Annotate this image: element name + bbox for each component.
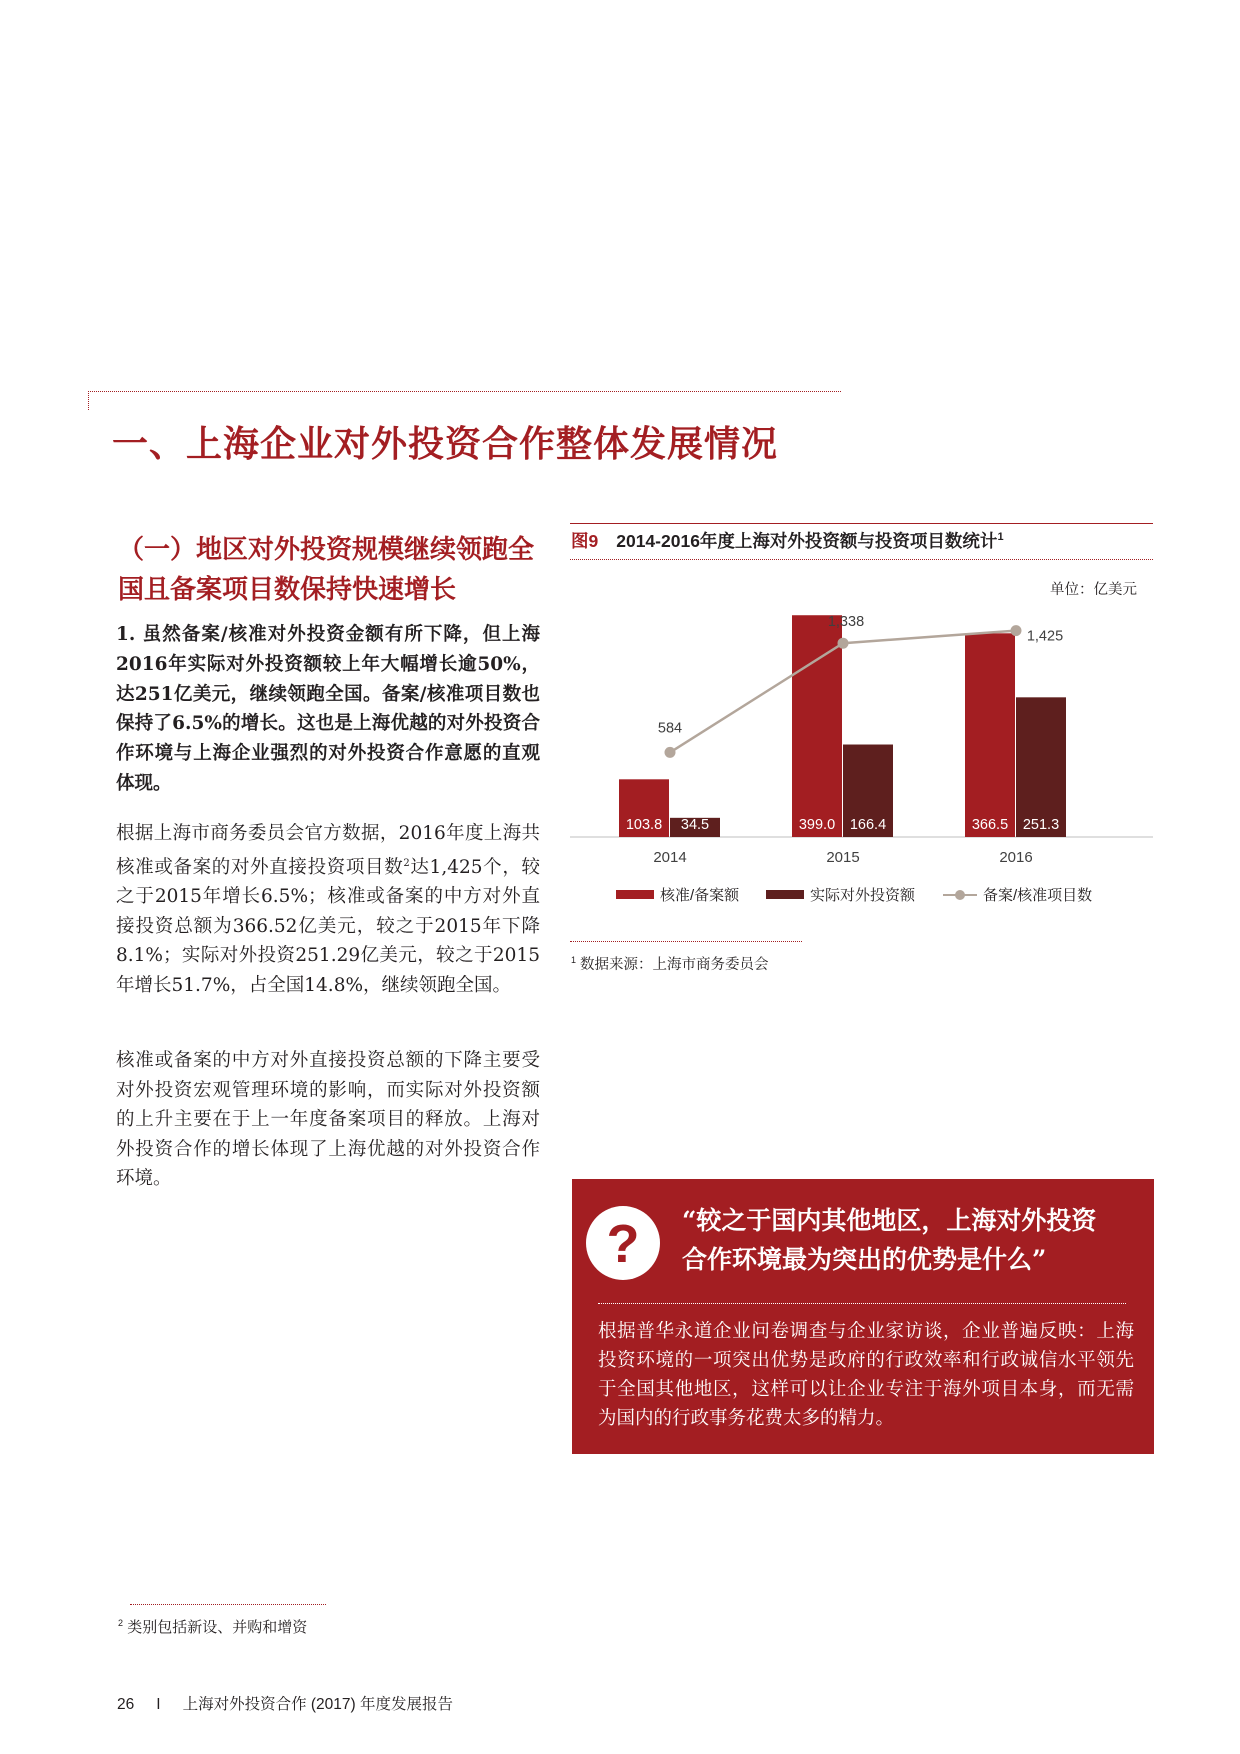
- bar-label-actual-2016: 251.3: [1022, 817, 1060, 833]
- footnote: [118, 1616, 307, 1637]
- para-1-text-after: 达1,425个，较之于2015年增长6.5%；核准或备案的中方对外直接投资总额为366.52亿美元，较之于2015年下降8.1%；实际对外投资251.29亿美元，较之于2015年增长51.7%，占全国14.8%，继续领跑全国。: [116, 856, 540, 996]
- page-number: 26: [117, 1696, 135, 1713]
- legend-swatch-projects: [943, 894, 977, 896]
- top-dotted-rule: [88, 391, 841, 410]
- sub-heading: （一）地区对外投资规模继续领跑全国且备案项目数保持快速增长: [118, 535, 535, 605]
- bar-approved-2016: [965, 633, 1015, 837]
- figure-top-rule: [570, 523, 1153, 524]
- para-1-text-before: 根据上海市商务委员会官方数据，2016年度上海共核准或备案的对外直接投资项目数: [116, 823, 540, 878]
- bar-label-actual-2014: 34.5: [680, 817, 710, 833]
- figure-title: [571, 528, 1004, 553]
- bold-paragraph: 1. 虽然备案/核准对外投资金额有所下降，但上海2016年实际对外投资额较上年大幅增长逾50%，达251亿美元，继续领跑全国。备案/核准项目数也保持了6.5%的增长。这也是上海优越的对外投资合作环境与上海企业强烈的对外投资合作意愿的直观体现。: [116, 624, 540, 794]
- figure-number: 图9: [571, 531, 599, 551]
- figure-title-text: 2014-2016年度上海对外投资额与投资项目数统计: [616, 531, 998, 551]
- source-dotted-rule: [570, 941, 802, 942]
- x-tick-label-2015: 2015: [826, 849, 860, 866]
- source-note: [571, 953, 769, 974]
- footnote-mark: 2: [403, 857, 410, 869]
- legend-swatch-approved: [616, 890, 654, 899]
- question-text: “较之于国内其他地区，上海对外投资合作环境最为突出的优势是什么”: [682, 1206, 1097, 1274]
- question-divider: [598, 1303, 1126, 1304]
- bar-label-approved-2014: 103.8: [625, 817, 663, 833]
- point-label-projects-2015: 1,338: [827, 614, 865, 631]
- x-tick-label-2016: 2016: [999, 849, 1033, 866]
- investment-chart: [570, 598, 1153, 908]
- section-title: 一、上海企业对外投资合作整体发展情况: [112, 423, 779, 465]
- legend-label-approved: 核准/备案额: [660, 887, 740, 904]
- x-tick-label-2014: 2014: [653, 849, 687, 866]
- page-footer: [117, 1692, 453, 1714]
- body-paragraph-1: [116, 819, 540, 1000]
- report-title: 上海对外投资合作 (2017) 年度发展报告: [182, 1696, 453, 1713]
- legend-label-actual: 实际对外投资额: [810, 887, 916, 904]
- question-box: [572, 1179, 1154, 1454]
- unit-label: 单位：亿美元: [1050, 582, 1137, 598]
- line-projects: [670, 631, 1016, 753]
- point-projects-2014: [665, 747, 676, 758]
- legend-item-approved: [616, 884, 739, 905]
- legend-label-projects: 备案/核准项目数: [983, 887, 1093, 904]
- figure-dotted-rule: [570, 559, 1153, 560]
- footnote-sup: 2: [118, 1618, 124, 1628]
- source-text: 数据来源：上海市商务委员会: [580, 957, 769, 973]
- point-label-projects-2014: 584: [657, 720, 683, 737]
- footnote-rule: [130, 1604, 326, 1605]
- point-label-projects-2016: 1,425: [1026, 628, 1064, 645]
- source-sup: 1: [571, 955, 577, 966]
- footnote-text: 类别包括新设、并购和增资: [127, 1619, 308, 1636]
- figure-title-sup: 1: [997, 531, 1004, 544]
- legend-item-actual: [766, 884, 915, 905]
- legend-item-projects: [943, 884, 1092, 905]
- body-paragraph-2: 核准或备案的中方对外直接投资总额的下降主要受对外投资宏观管理环境的影响，而实际对外投资额的上升主要在于上一年度备案项目的释放。上海对外投资合作的增长体现了上海优越的对外投资合作环境。: [116, 1050, 540, 1189]
- question-answer: 根据普华永道企业问卷调查与企业家访谈，企业普遍反映：上海投资环境的一项突出优势是政府的行政效率和行政诚信水平领先于全国其他地区，这样可以让企业专注于海外项目本身，而无需为国内的行政事务花费太多的精力。: [598, 1321, 1134, 1429]
- point-projects-2015: [838, 638, 849, 649]
- point-projects-2016: [1011, 625, 1022, 636]
- bar-label-approved-2016: 366.5: [971, 817, 1009, 833]
- bar-label-approved-2015: 399.0: [798, 817, 836, 833]
- footer-separator: I: [156, 1696, 161, 1713]
- legend-swatch-actual: [766, 890, 804, 899]
- bar-label-actual-2015: 166.4: [849, 817, 887, 833]
- question-mark-icon: ?: [586, 1206, 660, 1280]
